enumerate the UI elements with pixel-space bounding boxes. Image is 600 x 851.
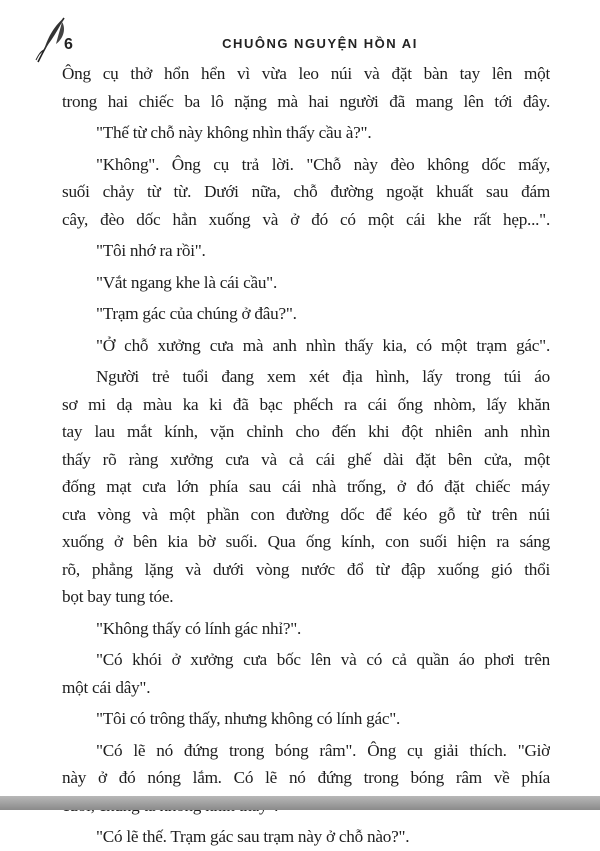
text-line: xuống ở bên kia bờ suối. Qua ống kính, con suối hiện ra sáng: [62, 532, 550, 551]
text-line: "Trạm gác của chúng ở đâu?".: [96, 304, 297, 323]
text-line: "Tôi nhớ ra rồi".: [96, 241, 206, 260]
text-line: bọt bay tung tóe.: [62, 587, 174, 606]
page-bottom-edge: [0, 796, 600, 810]
body-text: [62, 60, 550, 851]
page-header: [0, 0, 600, 62]
text-line: "Tôi có trông thấy, nhưng không có lính gác".: [96, 709, 401, 728]
text-line: "Thế từ chỗ này không nhìn thấy cầu à?".: [96, 123, 372, 142]
text-line: rõ, phẳng lặng và dưới vòng nước đổ từ đập xuống gió thổi: [62, 559, 550, 579]
text-line: đống mạt cưa lớn phía sau cái nhà trống, ở đó đặt chiếc máy: [62, 477, 550, 496]
text-line: cây, đèo dốc hẳn xuống và ở đó có một cái khe rất hẹp...".: [62, 209, 550, 229]
text-line: một cái dây".: [62, 677, 151, 697]
text-line: sơ mi dạ màu ka ki đã bạc phếch ra cái ống nhòm, lấy khăn: [62, 394, 550, 414]
text-line: thấy rõ ràng xưởng cưa và cả cái ghế dài đặt bên cửa, một: [62, 449, 550, 469]
text-line: tay lau mắt kính, vặn chỉnh cho đến khi đột nhiên anh nhìn: [62, 422, 550, 441]
text-line: "Ở chỗ xưởng cưa mà anh nhìn thấy kia, có một trạm gác".: [96, 335, 550, 355]
text-line: suối chảy từ từ. Dưới nữa, chỗ đường ngoặt khuất sau đám: [62, 182, 550, 201]
text-line: "Có lẽ nó đứng trong bóng râm". Ông cụ giải thích. "Giờ: [96, 740, 550, 760]
text-line: cưa vòng và một phần con đường dốc để kéo gỗ từ trên núi: [62, 504, 550, 524]
text-line: "Không". Ông cụ trả lời. "Chỗ này đèo không dốc mấy,: [96, 154, 550, 174]
text-line: "Có lẽ thế. Trạm gác sau trạm này ở chỗ nào?".: [96, 827, 410, 846]
text-line: "Có khói ở xưởng cưa bốc lên và có cả quần áo phơi trên: [96, 650, 550, 669]
text-line: Người trẻ tuổi đang xem xét địa hình, lấy trong túi áo: [96, 367, 550, 386]
running-title: CHUÔNG NGUYỆN HỒN AI: [222, 36, 418, 51]
text-line: Ông cụ thở hổn hển vì vừa leo núi và đặt bàn tay lên một: [62, 64, 550, 83]
text-line: trong hai chiếc ba lô nặng mà hai người đã mang lên tới đây.: [62, 91, 550, 111]
text-line: "Vắt ngang khe là cái cầu".: [96, 272, 277, 292]
page-number: 6: [64, 36, 73, 53]
text-line: "Không thấy có lính gác nhỉ?".: [96, 618, 302, 638]
text-line: này ở đó nóng lắm. Có lẽ nó đứng trong bóng râm về phía: [62, 768, 550, 787]
